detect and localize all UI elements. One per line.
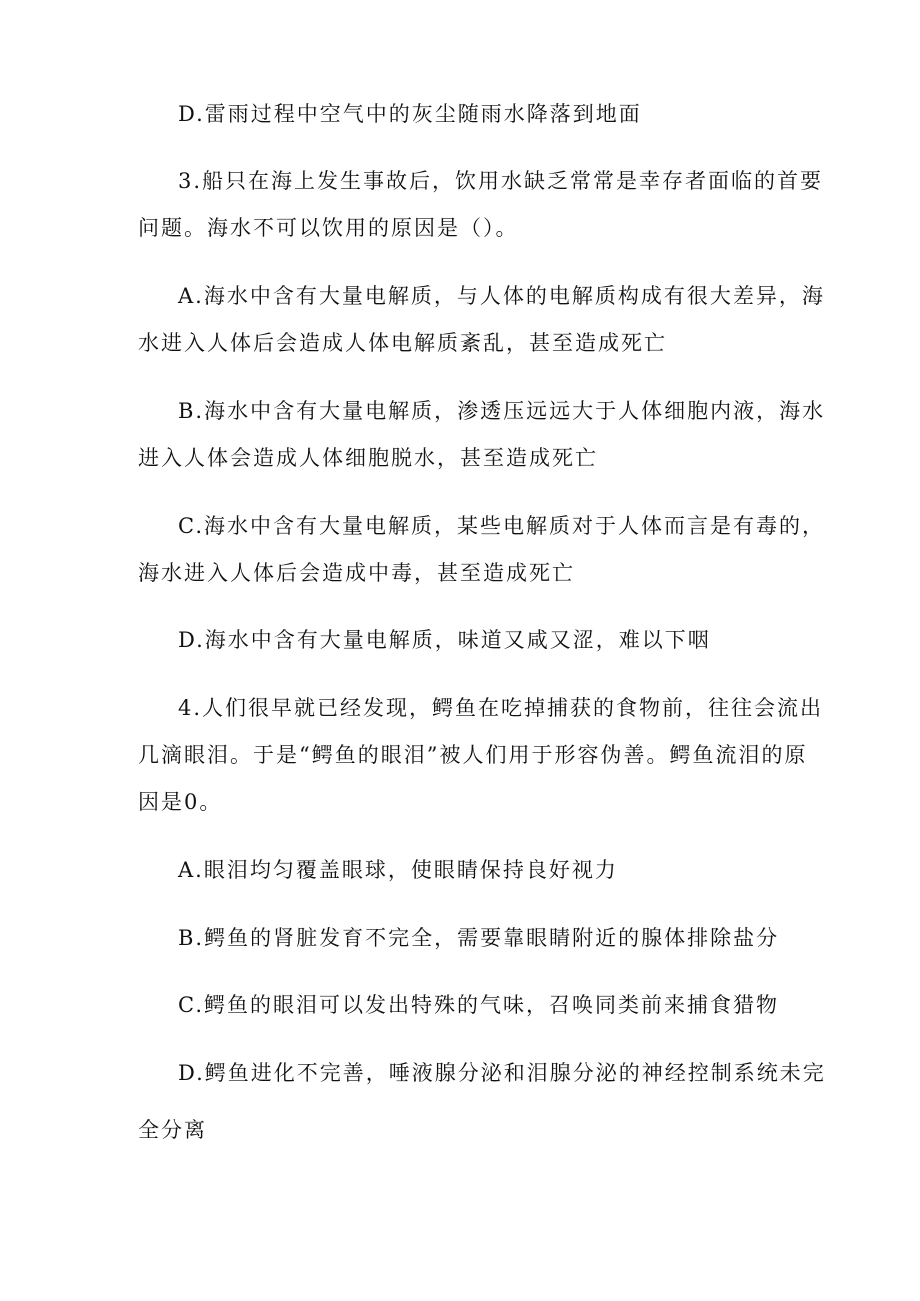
q4-option-b: B.鳄鱼的肾脏发育不完全，需要靠眼睛附近的腺体排除盐分: [178, 926, 780, 950]
q4-stem-line-3: 因是0。: [138, 790, 223, 814]
q2-option-d: D.雷雨过程中空气中的灰尘随雨水降落到地面: [178, 102, 642, 126]
q3-stem-line-2: 问题。海水不可以饮用的原因是（）。: [138, 216, 519, 240]
q4-option-a: A.眼泪均匀覆盖眼球，使眼睛保持良好视力: [178, 858, 618, 882]
q3-option-a-line-1: A.海水中含有大量电解质，与人体的电解质构成有很大差异，海: [178, 284, 825, 308]
q4-stem-line-2: 几滴眼泪。于是“鳄鱼的眼泪”被人们用于形容伪善。鳄鱼流泪的原: [138, 743, 808, 767]
q3-option-c-line-2: 海水进入人体后会造成中毒，甚至造成死亡: [138, 561, 575, 585]
q3-option-d: D.海水中含有大量电解质，味道又咸又涩，难以下咽: [178, 628, 711, 652]
q3-option-c-line-1: C.海水中含有大量电解质，某些电解质对于人体而言是有毒的，: [178, 514, 825, 538]
q4-option-c: C.鳄鱼的眼泪可以发出特殊的气味，召唤同类前来捕食猎物: [178, 993, 779, 1017]
q4-option-d-line-1: D.鳄鱼进化不完善，唾液腺分泌和泪腺分泌的神经控制系统未完: [178, 1061, 826, 1085]
q3-option-a-line-2: 水进入人体后会造成人体电解质紊乱，甚至造成死亡: [138, 331, 667, 355]
q3-option-b-line-2: 进入人体会造成人体细胞脱水，甚至造成死亡: [138, 446, 598, 470]
q4-stem-line-1: 4.人们很早就已经发现，鳄鱼在吃掉捕获的食物前，往往会流出: [178, 696, 824, 720]
q4-option-d-line-2: 全分离: [138, 1118, 207, 1142]
q3-stem-line-1: 3.船只在海上发生事故后，饮用水缺乏常常是幸存者面临的首要: [178, 169, 824, 193]
q3-option-b-line-1: B.海水中含有大量电解质，渗透压远远大于人体细胞内液，海水: [178, 399, 826, 423]
